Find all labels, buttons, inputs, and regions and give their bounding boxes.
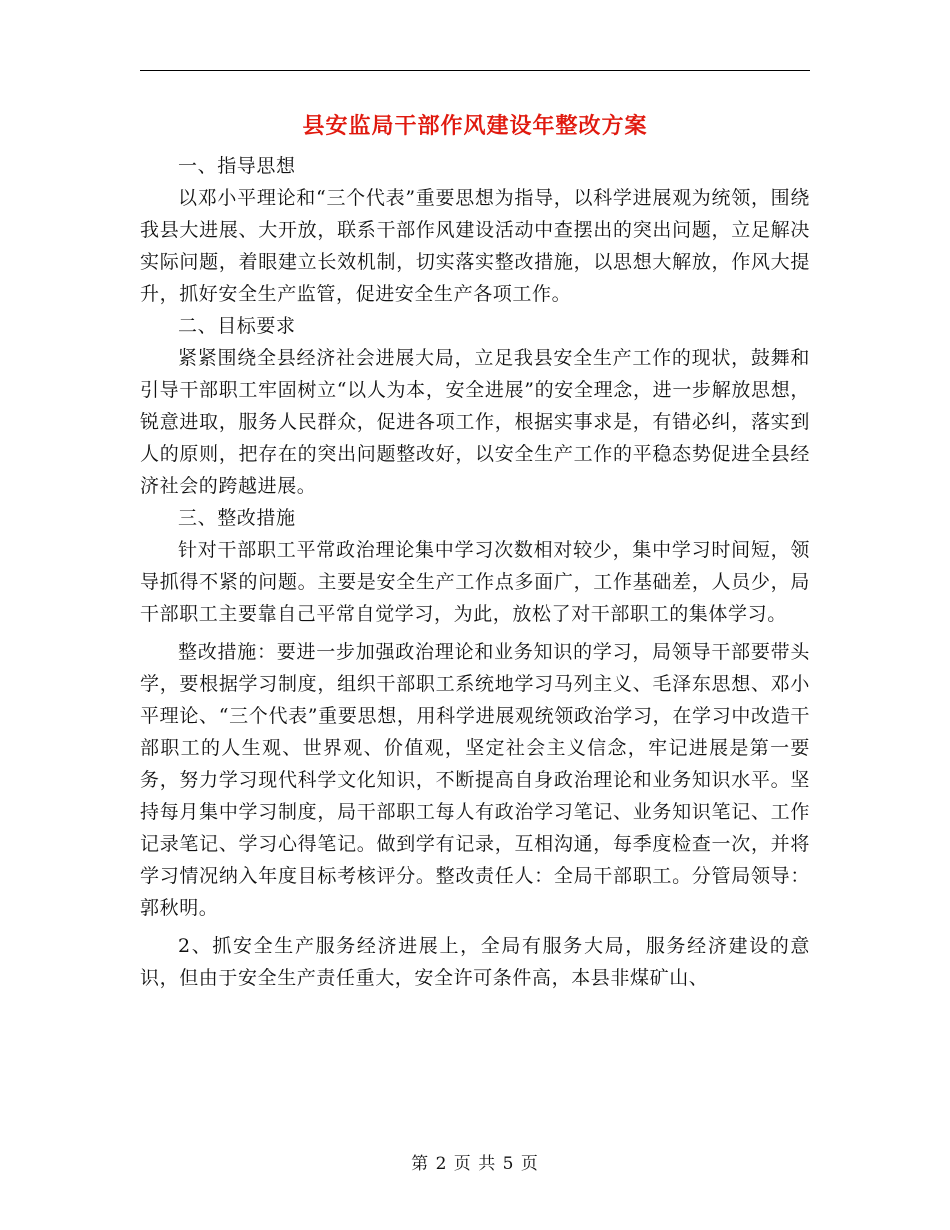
section-heading-1: 一、指导思想 (178, 155, 296, 177)
paragraph-problem: 针对干部职工平常政治理论集中学习次数相对较少，集中学习时间短，领导抓得不紧的问题。主要是安全生产工作点多面广，工作基础差，人员少，局干部职工主要靠自己平常自觉学习，为此，放松了对干部职工的集体学习。 (140, 539, 810, 625)
document-body (140, 150, 810, 994)
paragraph-measures: 整改措施：要进一步加强政治理论和业务知识的学习，局领导干部要带头学，要根据学习制度，组织干部职工系统地学习马列主义、毛泽东思想、邓小平理论、“三个代表”重要思想，用科学进展观统领政治学习，在学习中改造干部职工的人生观、世界观、价值观，坚定社会主义信念，牢记进展是第一要务，努力学习现代科学文化知识，不断提高自身政治理论和业务知识水平。坚持每月集中学习制度，局干部职工每人有政治学习笔记、业务知识笔记、工作记录笔记、学习心得笔记。做到学有记录，互相沟通，每季度检查一次，并将学习情况纳入年度目标考核评分。整改责任人：全局干部职工。分管局领导：郭秋明。 (140, 641, 810, 919)
section-heading-3: 三、整改措施 (178, 507, 296, 529)
section-heading-2: 二、目标要求 (178, 315, 296, 337)
paragraph-item-2: 2、抓安全生产服务经济进展上，全局有服务大局，服务经济建设的意识，但由于安全生产责任重大，安全许可条件高，本县非煤矿山、 (140, 935, 810, 989)
document-title: 县安监局干部作风建设年整改方案 (302, 113, 648, 139)
paragraph-guiding-thought: 以邓小平理论和“三个代表”重要思想为指导，以科学进展观为统领，围绕我县大进展、大开放，联系干部作风建设活动中查摆出的突出问题，立足解决实际问题，着眼建立长效机制，切实落实整改措施，以思想大解放，作风大提升，抓好安全生产监管，促进安全生产各项工作。 (140, 187, 810, 305)
page-number-footer: 第 2 页 共 5 页 (411, 1154, 539, 1174)
header-rule (140, 70, 810, 71)
paragraph-goals: 紧紧围绕全县经济社会进展大局，立足我县安全生产工作的现状，鼓舞和引导干部职工牢固树立“以人为本，安全进展”的安全理念，进一步解放思想，锐意进取，服务人民群众，促进各项工作，根据实事求是，有错必纠，落实到人的原则，把存在的突出问题整改好，以安全生产工作的平稳态势促进全县经济社会的跨越进展。 (140, 347, 810, 497)
